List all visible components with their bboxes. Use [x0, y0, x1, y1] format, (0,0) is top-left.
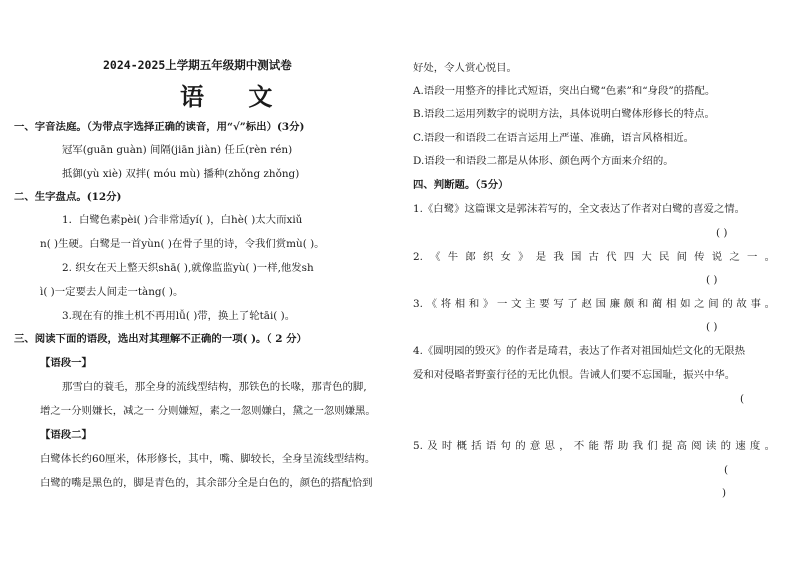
option-b: B.语段二运用列数字的说明方法，具体说明白鹭体形修长的特点。: [413, 108, 715, 120]
judge-q4-line2: 爱和对侵略者野蛮行径的无比仇恨。告诫人们要不忘国耻，振兴中华。: [413, 369, 736, 381]
answer-blank-5-open[interactable]: (: [724, 464, 729, 476]
section4-title: 四、判断题。（5分）: [413, 179, 509, 191]
judge-q1: 1.《白鹭》这篇课文是郭沫若写的，全文表达了作者对白鹭的喜爱之情。: [413, 203, 746, 215]
section2-title: 二、生字盘点。(12分): [14, 191, 122, 203]
section2-line2: n( )生硬。白鹭是一首yùn( )在骨子里的诗，令我们赏mù( )。: [40, 238, 325, 250]
option-c: C.语段一和语段二在语言运用上严谨、准确，语言风格相近。: [413, 132, 695, 144]
judge-q3: 3.《将相和》一文主要写了赵国廉颇和蔺相如之间的故事。: [413, 298, 775, 310]
passage2-continuation: 好处，令人赏心悦目。: [413, 62, 517, 74]
section2-line3: 2. 织女在天上整天织shā( ),就像监监yù( )一样,他发sh: [62, 262, 314, 274]
section2-line1: 1．白鹭色素pèi( )合非常适yí( )，白hè( )太大而xiǔ: [62, 214, 303, 226]
answer-blank-4[interactable]: (: [740, 393, 745, 405]
answer-blank-5-close: ): [722, 487, 727, 499]
judge-q5: 5.及时概括语句的意思，不能帮助我们提高阅读的速度。: [413, 440, 775, 452]
answer-blank-3[interactable]: ( ): [706, 321, 718, 333]
passage2-label: 【语段二】: [40, 429, 92, 441]
section1-row1: 冠军(guān guàn) 间隔(jiān jiàn) 任丘(rèn rén): [62, 144, 293, 156]
option-d: D.语段一和语段二都是从体形、颜色两个方面来介绍的。: [413, 155, 674, 167]
option-a: A.语段一用整齐的排比式短语，突出白鹭“色素”和“身段”的搭配。: [413, 85, 716, 97]
subject-title: 语 文: [180, 82, 291, 111]
answer-blank-2[interactable]: ( ): [706, 274, 718, 286]
section2-line4: ì( )一定要去人间走一tàng( )。: [40, 286, 184, 298]
section2-line5: 3.现在有的推土机不再用lǚ( )带，换上了轮tāi( )。: [62, 310, 296, 322]
passage2-line1: 白鹭体长约60厘米，体形修长，其中，嘴、脚较长，全身呈流线型结构。: [40, 453, 376, 465]
passage1-line2: 增之一分则嫌长，减之一 分则嫌短，素之一忽则嫌白，黛之一忽则嫌黑。: [40, 405, 376, 417]
section3-title: 三、阅读下面的语段，选出对其理解不正确的一项( )。（ 2 分）: [14, 333, 307, 345]
answer-blank-1[interactable]: ( ): [716, 227, 728, 239]
passage1-line1: 那雪白的蓑毛，那全身的流线型结构，那铁色的长喙，那青色的脚,: [62, 381, 367, 393]
judge-q4-line1: 4.《圆明园的毁灭》的作者是琦君，表达了作者对祖国灿烂文化的无限热: [413, 345, 746, 357]
judge-q2: 2.《牛郎织女》是我国古代四大民间传说之一。: [413, 251, 775, 263]
passage2-line2: 白鹭的嘴是黑色的，脚是青色的，其余部分全是白色的，颜色的搭配恰到: [40, 477, 373, 489]
section1-title: 一、字音法庭。（为带点字选择正确的读音，用“√”标出）(3分): [14, 121, 305, 133]
section1-row2: 抵御(yù xiè) 双拌( móu mù) 播种(zhǒng zhǒng): [62, 168, 300, 180]
passage1-label: 【语段一】: [40, 357, 92, 369]
exam-title: 2024-2025上学期五年级期中测试卷: [103, 58, 292, 72]
